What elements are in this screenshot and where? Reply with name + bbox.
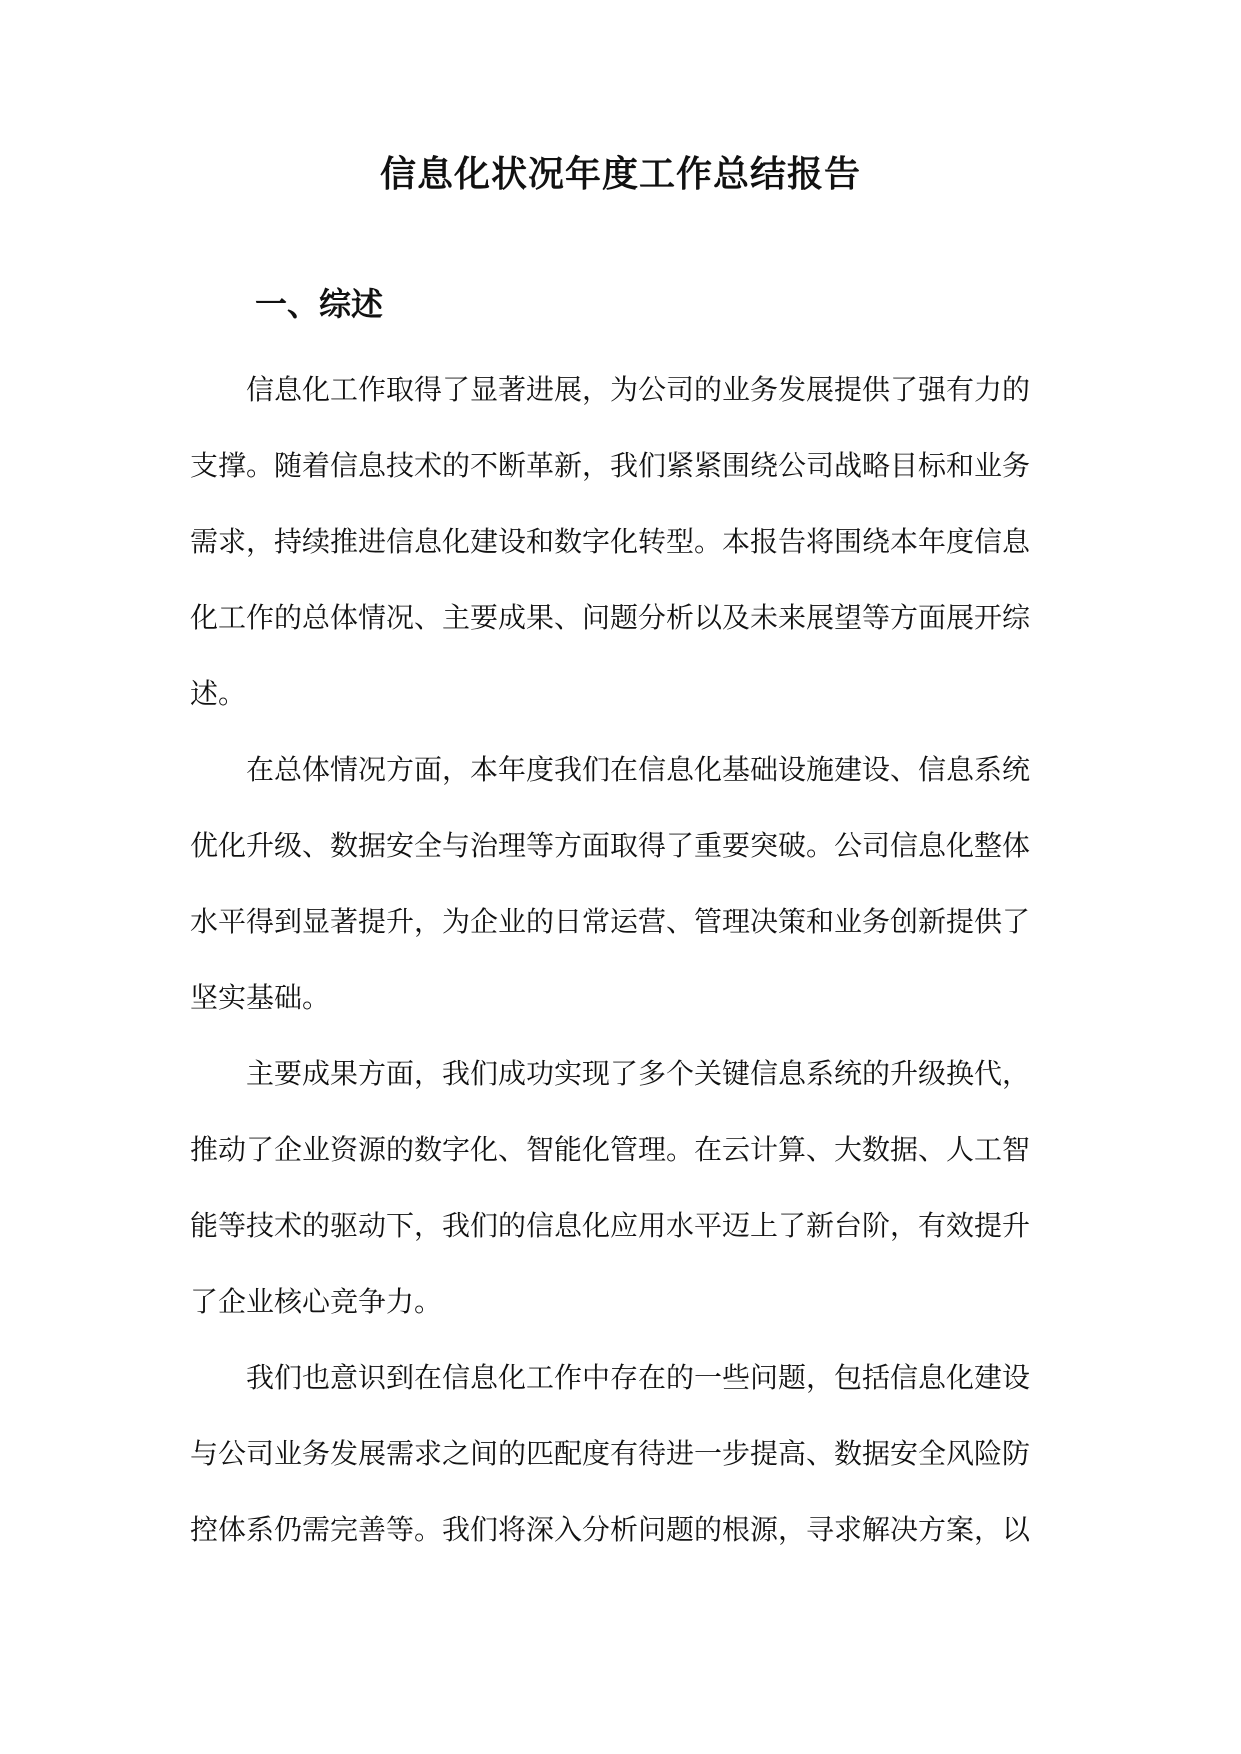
paragraph-line: 化工作的总体情况、主要成果、问题分析以及未来展望等方面展开综 (190, 601, 1031, 634)
paragraph-line: 支撑。随着信息技术的不断革新，我们紧紧围绕公司战略目标和业务 (190, 449, 1031, 482)
paragraph-line: 能等技术的驱动下，我们的信息化应用水平迈上了新台阶，有效提升 (190, 1209, 1031, 1242)
paragraph-line: 主要成果方面，我们成功实现了多个关键信息系统的升级换代， (246, 1057, 1031, 1090)
paragraph-line: 需求，持续推进信息化建设和数字化转型。本报告将围绕本年度信息 (190, 525, 1031, 558)
document-title: 信息化状况年度工作总结报告 (379, 153, 861, 195)
paragraph-line: 述。 (190, 677, 247, 710)
paragraph-line: 与公司业务发展需求之间的匹配度有待进一步提高、数据安全风险防 (190, 1437, 1031, 1470)
paragraph-line: 推动了企业资源的数字化、智能化管理。在云计算、大数据、人工智 (190, 1133, 1031, 1166)
paragraph-line: 了企业核心竞争力。 (190, 1285, 443, 1318)
paragraph-3 (190, 1036, 1054, 1340)
section-heading: 一、综述 (255, 285, 384, 323)
paragraph-line: 信息化工作取得了显著进展，为公司的业务发展提供了强有力的 (246, 373, 1031, 406)
paragraph-line: 在总体情况方面，本年度我们在信息化基础设施建设、信息系统 (246, 753, 1031, 786)
paragraph-4 (190, 1340, 1054, 1568)
paragraph-2 (190, 732, 1054, 1036)
paragraph-line: 我们也意识到在信息化工作中存在的一些问题，包括信息化建设 (246, 1361, 1031, 1394)
paragraph-line: 水平得到显著提升，为企业的日常运营、管理决策和业务创新提供了 (190, 905, 1031, 938)
paragraph-line: 坚实基础。 (190, 981, 331, 1014)
paragraph-line: 控体系仍需完善等。我们将深入分析问题的根源，寻求解决方案，以 (190, 1513, 1031, 1546)
paragraph-1 (190, 352, 1054, 732)
paragraph-line: 优化升级、数据安全与治理等方面取得了重要突破。公司信息化整体 (190, 829, 1031, 862)
